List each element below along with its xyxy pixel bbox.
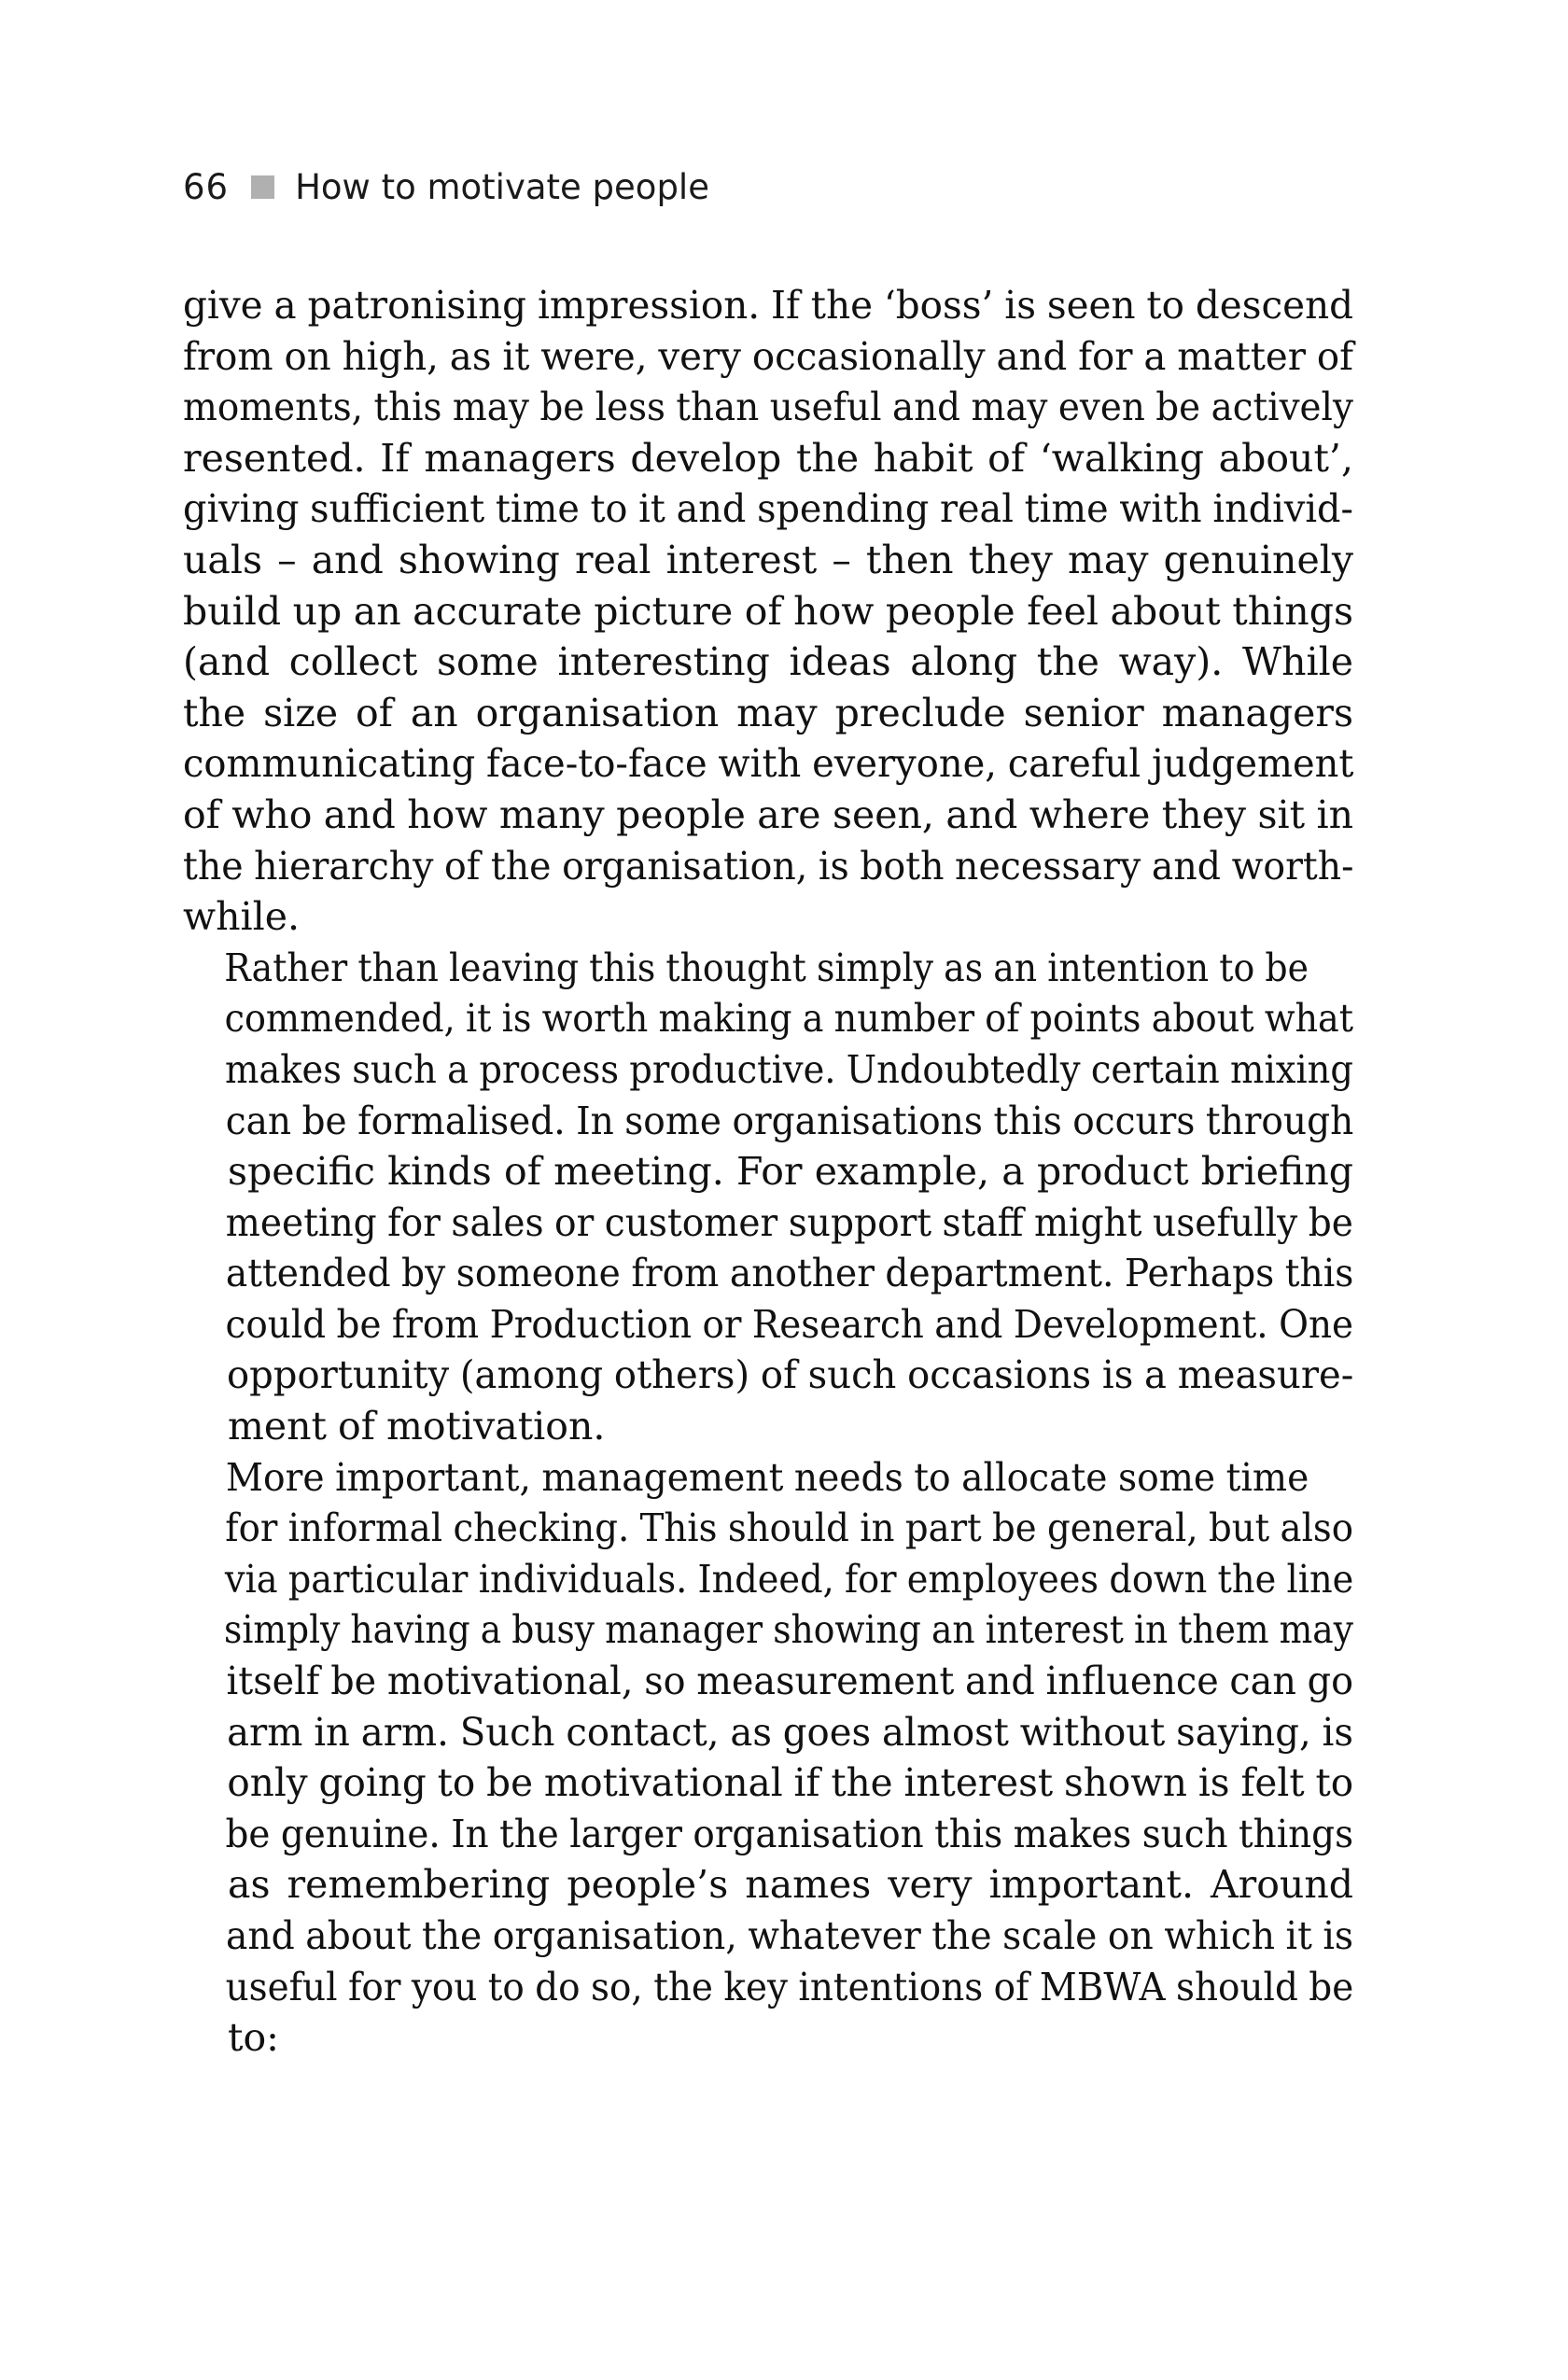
text-line: More important, management needs to allocate some time (225, 1454, 1309, 1500)
text-line: opportunity (among others) of such occasions is a measure- (226, 1352, 1354, 1398)
text-line: the hierarchy of the organisation, is both necessary and worth- (183, 843, 1354, 889)
running-title: How to motivate people (295, 166, 709, 207)
text-line: meeting for sales or customer support staff might usefully be (225, 1199, 1353, 1245)
text-line: itself be motivational, so measurement and influence can go (226, 1659, 1354, 1704)
text-line: makes such a process productive. Undoubtedly certain mixing (224, 1046, 1353, 1092)
text-line: simply having a busy manager showing an interest in them may (224, 1607, 1353, 1653)
text-line: attended by someone from another department. Perhaps this (225, 1251, 1354, 1296)
text-line: can be formalised. In some organisations this occurs through (225, 1098, 1354, 1143)
text-line: resented. If managers develop the habit of ‘walking about’, (183, 435, 1353, 481)
text-line: and about the organisation, whatever the scale on which it is (225, 1913, 1354, 1958)
text-line: for informal checking. This should in part be general, but also (225, 1505, 1354, 1551)
running-head (183, 161, 709, 213)
paragraph (183, 280, 1353, 943)
text-line: via particular individuals. Indeed, for employees down the line (224, 1556, 1354, 1602)
text-line: (and collect some interesting ideas along the way). While (183, 639, 1353, 685)
text-line: as remembering people’s names very important. Around (228, 1862, 1353, 1908)
text-line: giving sufficient time to it and spending real time with individ- (183, 486, 1353, 532)
text-line: ment of motivation. (228, 1404, 606, 1449)
text-line: Rather than leaving this thought simply as an intention to be (224, 945, 1309, 990)
text-line: uals – and showing real interest – then they may genuinely (183, 537, 1353, 582)
text-line: specific kinds of meeting. For example, a product briefing (228, 1149, 1353, 1195)
text-line: commended, it is worth making a number of points about what (224, 996, 1354, 1042)
page-number: 66 (183, 166, 230, 207)
text-line: moments, this may be less than useful and may even be actively (183, 385, 1353, 430)
text-line: useful for you to do so, the key intentions of MBWA should be (225, 1964, 1354, 2009)
text-line: of who and how many people are seen, and where they sit in (183, 791, 1353, 837)
text-line: give a patronising impression. If the ‘boss’ is seen to descend (183, 283, 1354, 328)
text-line: to: (228, 2015, 279, 2061)
text-line: from on high, as it were, very occasionally and for a matter of (183, 333, 1354, 379)
body-text (183, 280, 1353, 2064)
paragraph (183, 943, 1353, 1452)
paragraph (183, 1452, 1353, 2064)
text-line: arm in arm. Such contact, as goes almost without saying, is (227, 1709, 1354, 1755)
text-line: be genuine. In the larger organisation this makes such things (225, 1811, 1354, 1856)
text-line: build up an accurate picture of how people feel about things (183, 588, 1353, 634)
text-line: the size of an organisation may preclude senior managers (183, 690, 1353, 735)
text-line: could be from Production or Research and Development. One (225, 1301, 1354, 1347)
text-line: only going to be motivational if the interest shown is felt to (227, 1760, 1354, 1806)
text-line: while. (183, 894, 301, 940)
header-separator-square-icon (251, 175, 274, 199)
text-line: communicating face-to-face with everyone, careful judgement (183, 741, 1354, 787)
